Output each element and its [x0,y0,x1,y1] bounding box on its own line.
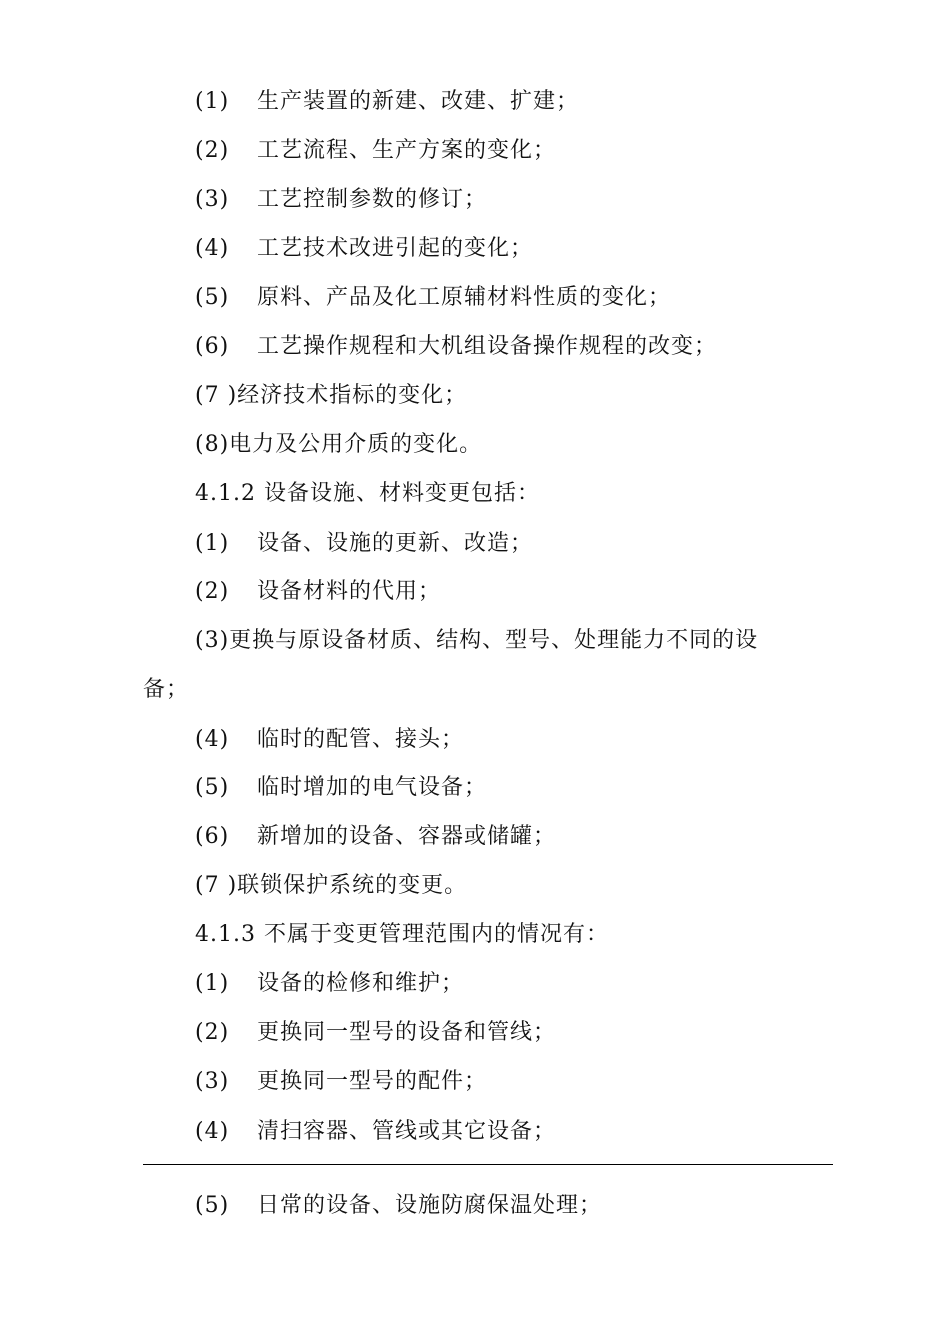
list-item [195,89,579,115]
list-item [195,236,533,262]
item-text: 工艺流程、生产方案的变化； [257,138,557,163]
item-text: 清扫容器、管线或其它设备； [257,1119,557,1144]
list-item [195,971,464,997]
item-number: (5) [195,775,230,800]
page-separator [143,1164,833,1165]
item-number: (7 ) [195,873,238,898]
list-item [195,1020,556,1046]
item-text: 设备材料的代用； [257,579,442,604]
item-text: 更换与原设备材质、结构、型号、处理能力不同的设 [229,628,759,653]
item-text: 生产装置的新建、改建、扩建； [257,89,580,114]
item-text: 经济技术指标的变化； [237,383,468,408]
list-item [195,1119,556,1145]
list-item [195,775,487,801]
list-item [195,1193,602,1219]
item-number: (5) [195,285,230,310]
item-number: (4) [195,727,230,752]
list-item [195,334,717,360]
list-item [195,579,441,605]
item-number: (8) [195,432,230,457]
item-text: 新增加的设备、容器或储罐； [257,824,557,849]
list-item [195,824,556,850]
list-item [195,432,482,458]
list-item [195,187,487,213]
item-number: (6) [195,334,230,359]
item-number: (3) [195,628,230,653]
list-item-continuation: 备； [143,677,190,702]
item-number: (6) [195,824,230,849]
item-number: (2) [195,1020,230,1045]
list-item [195,873,467,899]
list-item [195,285,671,311]
item-text: 临时的配管、接头； [257,727,465,752]
item-number: (7 ) [195,383,238,408]
item-number: (1) [195,971,230,996]
item-number: (4) [195,236,230,261]
list-item [195,628,758,654]
item-text: 电力及公用介质的变化。 [229,432,483,457]
item-text: 原料、产品及化工原辅材料性质的变化； [257,285,672,310]
section-heading: 4.1.2 设备设施、材料变更包括： [195,481,540,506]
item-number: (2) [195,138,230,163]
item-text: 联锁保护系统的变更。 [237,873,468,898]
item-text: 更换同一型号的配件； [257,1069,488,1094]
item-text: 更换同一型号的设备和管线； [257,1020,557,1045]
item-number: (2) [195,579,230,604]
item-number: (5) [195,1193,230,1218]
item-text: 工艺控制参数的修订； [257,187,488,212]
item-number: (3) [195,1069,230,1094]
item-text: 日常的设备、设施防腐保温处理； [257,1193,603,1218]
list-item [195,138,556,164]
list-item [195,531,533,557]
item-number: (4) [195,1119,230,1144]
item-text: 工艺技术改进引起的变化； [257,236,534,261]
item-number: (1) [195,531,230,556]
list-item [195,383,467,409]
item-number: (3) [195,187,230,212]
item-text: 工艺操作规程和大机组设备操作规程的改变； [257,334,718,359]
list-item [195,727,464,753]
item-text: 临时增加的电气设备； [257,775,488,800]
item-number: (1) [195,89,230,114]
item-text: 设备的检修和维护； [257,971,465,996]
section-heading: 4.1.3 不属于变更管理范围内的情况有： [195,922,609,947]
item-text: 设备、设施的更新、改造； [257,531,534,556]
list-item [195,1069,487,1095]
